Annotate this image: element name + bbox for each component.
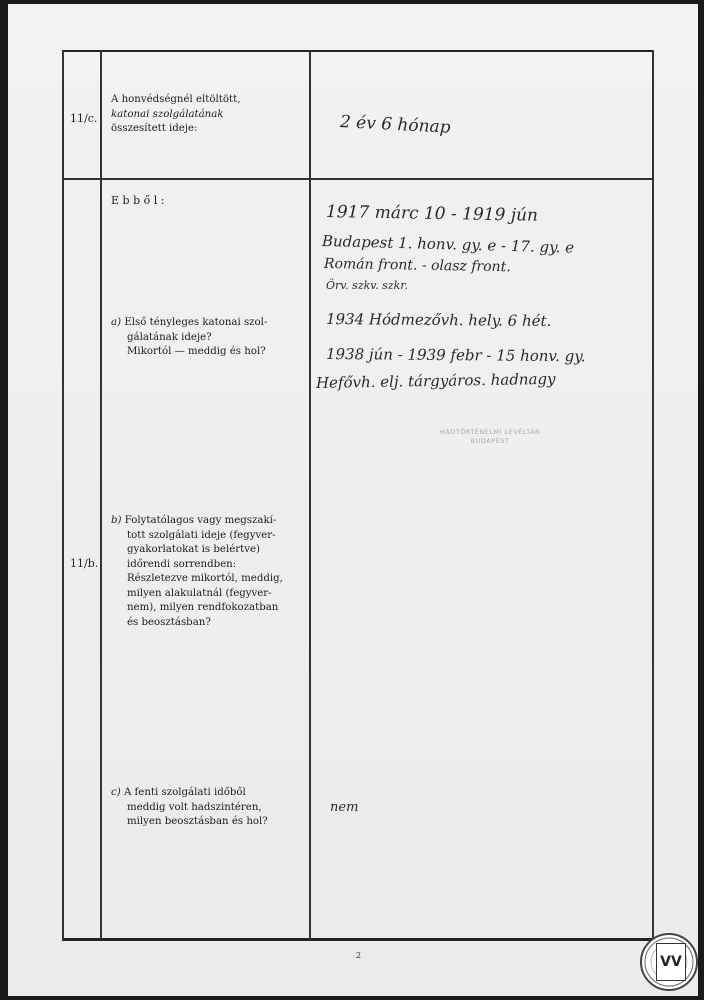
row-11b-sub-b (111, 514, 305, 630)
handwritten-line: 1938 jún - 1939 febr - 15 honv. gy. (325, 345, 586, 366)
row-11c-label (111, 93, 303, 137)
label-line: katonai szolgálatának (111, 108, 224, 120)
seal-monogram: VV (656, 943, 686, 981)
row-number-11b: 11/b. (70, 557, 99, 570)
table-left-border (62, 50, 64, 940)
label-line: milyen beosztásban és hol? (127, 816, 268, 827)
stamp-line: BUDAPEST (470, 437, 510, 445)
stamp-line: HADTÖRTÉNELMI LEVÉLTÁR (439, 428, 541, 436)
handwritten-line: 1934 Hódmezővh. hely. 6 hét. (325, 310, 552, 330)
label-line: időrendi sorrendben: (127, 558, 237, 570)
archive-seal-logo (640, 933, 698, 991)
label-line: és beosztásban? (127, 616, 211, 628)
table-top-border (62, 50, 654, 52)
archive-stamp (428, 428, 552, 446)
table-right-border (652, 50, 654, 940)
handwritten-line: Budapest 1. honv. gy. e - 17. gy. e (321, 232, 575, 257)
handwritten-line: Román front. - olasz front. (323, 256, 511, 276)
label-line: a) Első tényleges katonai szol- (111, 317, 268, 328)
label-line: meddig volt hadszintéren, (127, 801, 262, 813)
row-11b-sub-c (111, 786, 305, 830)
column-divider-number (100, 50, 102, 940)
label-line: Részletezve mikortól, meddig, (127, 573, 283, 584)
label-line: tott szolgálati ideje (fegyver- (127, 529, 276, 541)
column-divider-label (309, 50, 311, 940)
label-line: gyakorlatokat is belértve) (127, 544, 260, 555)
document-page (8, 4, 698, 996)
handwritten-answer-11c: 2 év 6 hónap (339, 112, 452, 138)
label-line: összesített ideje: (111, 123, 198, 134)
handwritten-line: Hefővh. elj. tárgyáros. hadnagy (315, 369, 556, 392)
page-number: 2 (356, 951, 362, 960)
row-11b-sub-a (111, 316, 305, 360)
handwritten-line: 1917 márc 10 - 1919 jún (325, 202, 539, 226)
row-number-11c: 11/c. (70, 112, 98, 125)
label-line: Mikortól — meddig és hol? (127, 346, 266, 357)
row-11b-heading: E b b ő l : (111, 194, 165, 207)
label-line: c) A fenti szolgálati időből (111, 787, 246, 798)
label-line: A honvédségnél eltöltött, (111, 94, 241, 105)
label-line: milyen alakulatnál (fegyver- (127, 587, 272, 599)
row-divider (62, 178, 654, 180)
label-line: b) Folytatólagos vagy megszakí- (111, 515, 277, 526)
table-bottom-border (62, 938, 654, 941)
label-line: gálatának ideje? (127, 331, 212, 343)
handwritten-answer-c: nem (330, 800, 359, 815)
label-line: nem), milyen rendfokozatban (127, 602, 279, 613)
handwritten-line: Örv. szkv. szkr. (326, 279, 408, 292)
